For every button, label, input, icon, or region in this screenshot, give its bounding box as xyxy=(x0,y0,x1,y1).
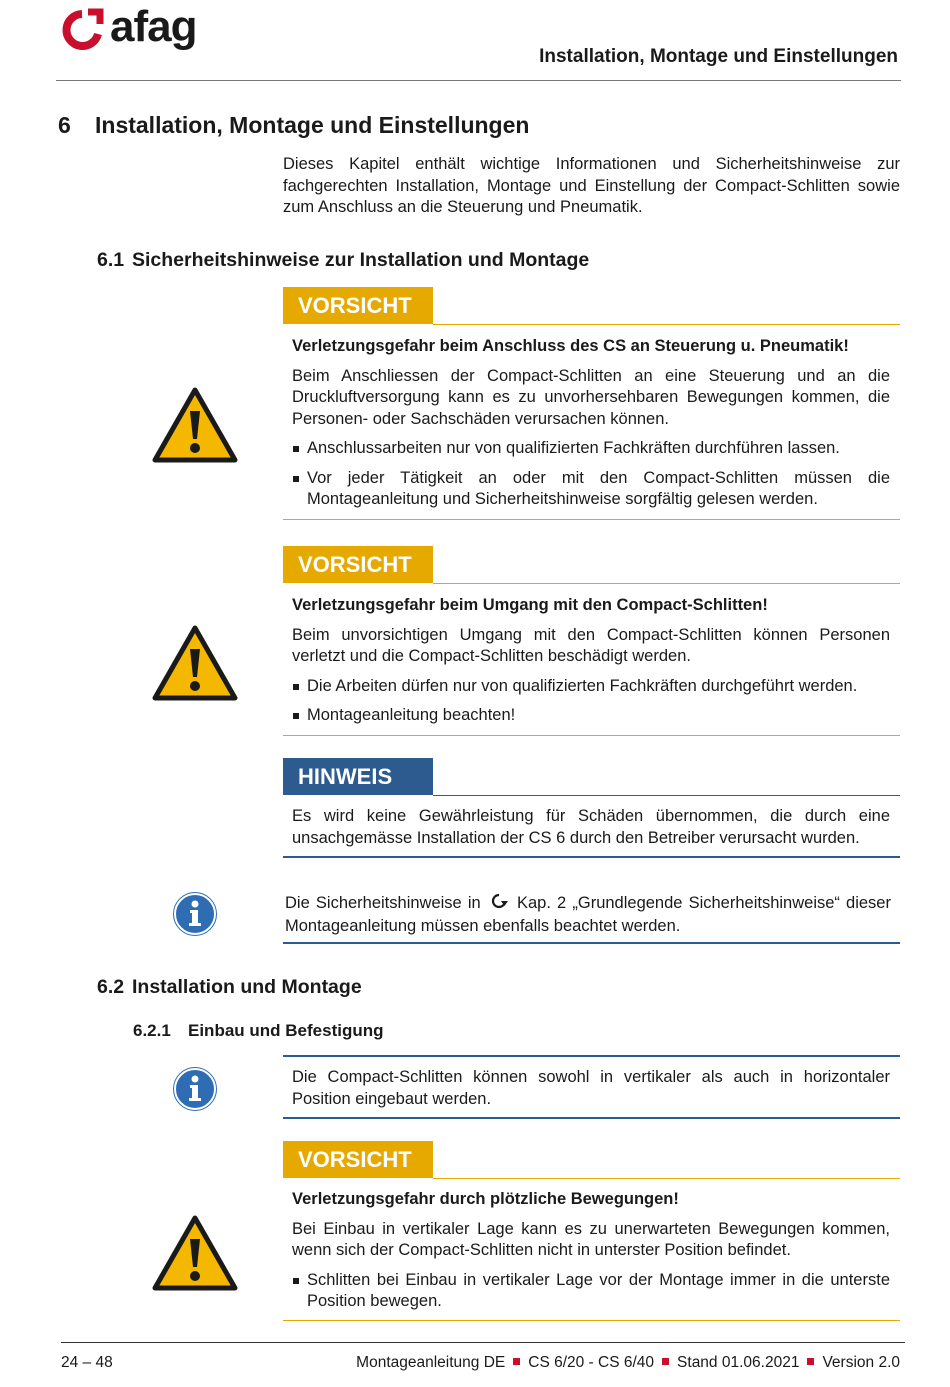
footer-product: CS 6/20 - CS 6/40 xyxy=(528,1354,655,1371)
header-title: Installation, Montage und Einstellungen xyxy=(539,46,898,67)
caution-bullet-2-1: Die Arbeiten dürfen nur von qualifizierten Fachkräften durchgeführt werden. xyxy=(292,676,890,698)
section-heading-6-2 xyxy=(97,976,362,999)
caution-divider-2 xyxy=(433,583,900,584)
footer-version: Version 2.0 xyxy=(822,1354,900,1371)
info-circle-icon xyxy=(173,1067,217,1111)
afag-logo xyxy=(58,2,228,54)
caution-bullet-3-1: Schlitten bei Einbau in vertikaler Lage vor der Montage immer in die unterste Position bewegen. xyxy=(292,1270,890,1313)
footer-separator xyxy=(662,1358,669,1365)
info-text-after: Kap. 2 „Grundlegende Sicherheitshinweise“ dieser Montageanleitung müssen ebenfalls beachtet werden. xyxy=(285,894,891,935)
section-number: 6.1 xyxy=(97,249,125,271)
caution-label-1: VORSICHT xyxy=(283,287,433,324)
notice-bottom xyxy=(283,856,900,858)
header-divider xyxy=(56,80,901,81)
info-text-before: Die Sicherheitshinweise in xyxy=(285,894,481,912)
caution-heading-3: Verletzungsgefahr durch plötzliche Bewegungen! xyxy=(292,1190,679,1208)
info-bottom-2 xyxy=(283,1117,900,1119)
footer-separator xyxy=(807,1358,814,1365)
subsection-title: Einbau und Befestigung xyxy=(188,1021,384,1040)
caution-box-2 xyxy=(292,595,890,727)
caution-bottom-3 xyxy=(283,1320,900,1321)
caution-heading-1: Verletzungsgefahr beim Anschluss des CS an Steuerung u. Pneumatik! xyxy=(292,337,849,355)
afag-logo-icon xyxy=(58,8,108,52)
footer-divider xyxy=(61,1342,905,1343)
caution-text-2: Beim unvorsichtigen Umgang mit den Compact-Schlitten können Personen verletzt und die Compact-Schlitten beschädigt werden. xyxy=(292,625,890,665)
footer-date: Stand 01.06.2021 xyxy=(677,1354,800,1371)
caution-text-1: Beim Anschliessen der Compact-Schlitten an eine Steuerung und an die Druckluftversorgung kann es zu unvorhersehbaren Bewegungen kommen, die Personen- oder Sachschäden verursachen können. xyxy=(292,366,890,428)
caution-bottom-2 xyxy=(283,735,900,736)
info-circle-icon xyxy=(173,892,217,936)
caution-box-1 xyxy=(292,336,890,511)
chapter-number: 6 xyxy=(58,112,71,138)
section-title: Installation und Montage xyxy=(132,976,362,998)
chapter-title: Installation, Montage und Einstellungen xyxy=(95,112,530,138)
logo-text: afag xyxy=(110,2,197,51)
notice-divider xyxy=(433,795,900,796)
page-number: 24 – 48 xyxy=(61,1354,113,1371)
subsection-number: 6.2.1 xyxy=(133,1021,171,1040)
warning-triangle-icon xyxy=(152,387,238,463)
info-text-2: Die Compact-Schlitten können sowohl in vertikaler als auch in horizontaler Position eingebaut werden. xyxy=(292,1068,890,1108)
info-box-1 xyxy=(285,892,891,938)
subsection-heading-6-2-1 xyxy=(133,1021,384,1041)
section-heading-6-1 xyxy=(97,249,589,272)
notice-label: HINWEIS xyxy=(283,758,433,795)
warning-triangle-icon xyxy=(152,1215,238,1291)
section-number: 6.2 xyxy=(97,976,125,998)
caution-heading-2: Verletzungsgefahr beim Umgang mit den Compact-Schlitten! xyxy=(292,596,768,614)
caution-bottom-1 xyxy=(283,519,900,520)
footer-info xyxy=(356,1354,900,1372)
section-title: Sicherheitshinweise zur Installation und Montage xyxy=(132,249,590,271)
caution-label-3: VORSICHT xyxy=(283,1141,433,1178)
caution-bullet-1-1: Anschlussarbeiten nur von qualifizierten Fachkräften durchführen lassen. xyxy=(292,438,890,460)
footer-doc: Montageanleitung DE xyxy=(356,1354,506,1371)
caution-box-3 xyxy=(292,1189,890,1313)
notice-text: Es wird keine Gewährleistung für Schäden übernommen, die durch eine unsachgemässe Installation der CS 6 durch den Betreiber verursacht wurden. xyxy=(292,807,890,847)
caution-divider-1 xyxy=(433,324,900,325)
info-top-2 xyxy=(283,1055,900,1057)
warning-triangle-icon xyxy=(152,625,238,701)
info-bottom-1 xyxy=(283,942,900,944)
footer-separator xyxy=(513,1358,520,1365)
caution-divider-3 xyxy=(433,1178,900,1179)
caution-bullet-1-2: Vor jeder Tätigkeit an oder mit den Compact-Schlitten müssen die Montageanleitung und Sicherheitshinweise sorgfältig gelesen werden. xyxy=(292,468,890,511)
caution-label-2: VORSICHT xyxy=(283,546,433,583)
arrow-reference-icon xyxy=(489,893,509,909)
caution-bullet-2-2: Montageanleitung beachten! xyxy=(292,705,890,727)
caution-text-3: Bei Einbau in vertikaler Lage kann es zu unerwarteten Bewegungen kommen, wenn sich der Compact-Schlitten nicht in unterster Position befindet. xyxy=(292,1219,890,1259)
chapter-heading xyxy=(58,112,529,139)
chapter-intro: Dieses Kapitel enthält wichtige Informationen und Sicherheitshinweise zur fachgerechten Installation, Montage und Einstellung der Compact-Schlitten sowie zum Anschluss an die Steuerung und Pneumatik. xyxy=(283,155,900,216)
